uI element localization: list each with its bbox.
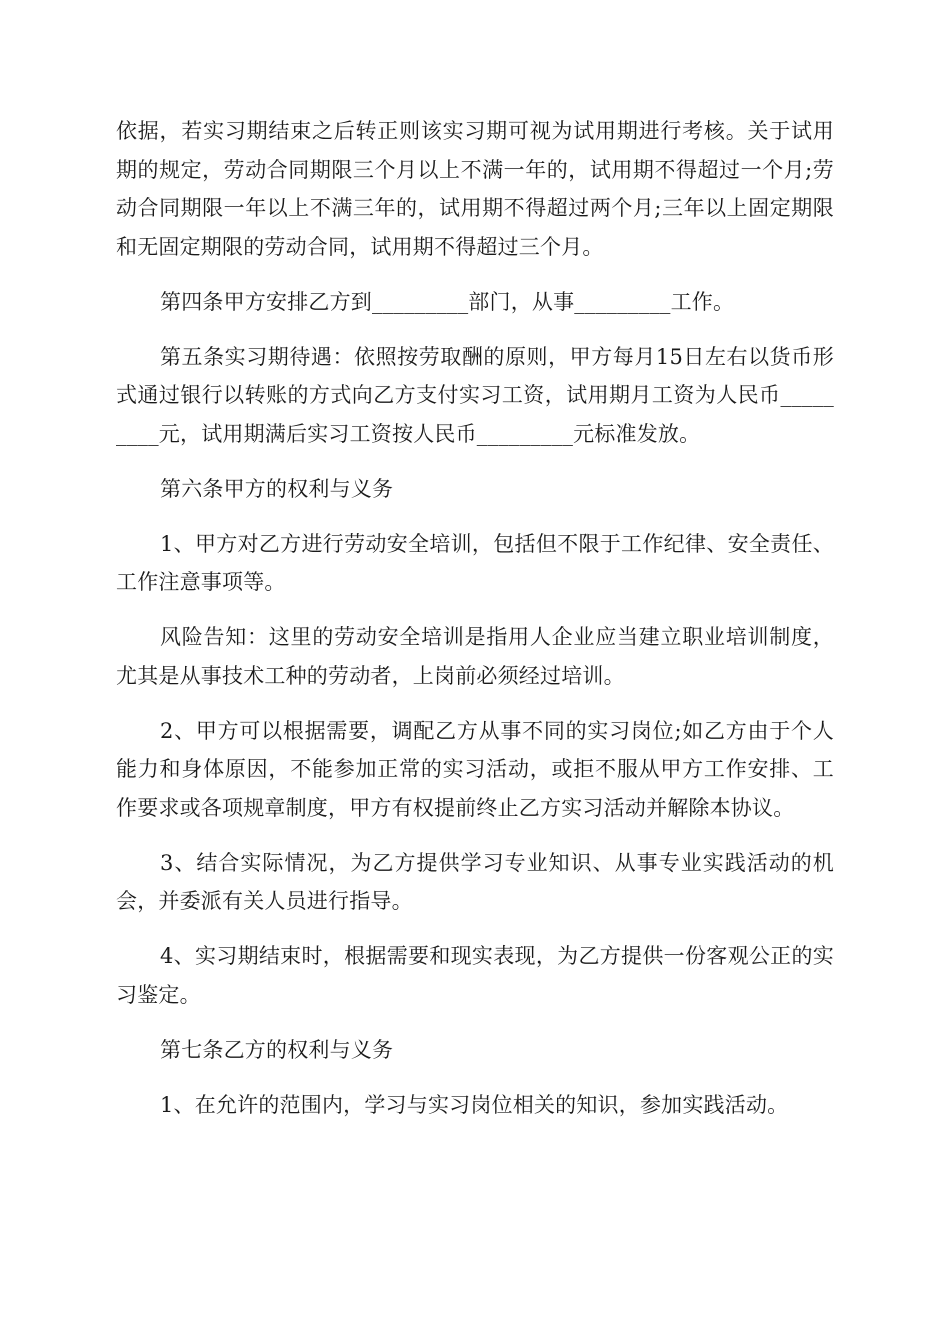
paragraph-article-6-item-1: 1、甲方对乙方进行劳动安全培训，包括但不限于工作纪律、安全责任、工作注意事项等。 bbox=[116, 531, 834, 594]
heading-article-6: 第六条甲方的权利与义务 bbox=[160, 476, 394, 501]
paragraph-gap bbox=[116, 266, 834, 283]
paragraph-gap bbox=[116, 1069, 834, 1086]
paragraph-gap bbox=[116, 508, 834, 525]
paragraph-gap bbox=[116, 921, 834, 938]
paragraph-gap bbox=[116, 453, 834, 470]
paragraph-risk-notice: 风险告知：这里的劳动安全培训是指用人企业应当建立职业培训制度，尤其是从事技术工种的劳动者，上岗前必须经过培训。 bbox=[116, 625, 834, 688]
paragraph-article-6-item-2: 2、甲方可以根据需要，调配乙方从事不同的实习岗位;如乙方由于个人能力和身体原因，不能参加正常的实习活动，或拒不服从甲方工作安排、工作要求或各项规章制度，甲方有权提前终止乙方实习活动并解除本协议。 bbox=[116, 718, 834, 820]
paragraph-probation-rules: 依据，若实习期结束之后转正则该实习期可视为试用期进行考核。关于试用期的规定，劳动合同期限三个月以上不满一年的，试用期不得超过一个月;劳动合同期限一年以上不满三年的，试用期不得超过两个月;三年以上固定期限和无固定期限的劳动合同，试用期不得超过三个月。 bbox=[116, 119, 834, 259]
paragraph-gap bbox=[116, 695, 834, 712]
paragraph-article-4: 第四条甲方安排乙方到_________部门，从事_________工作。 bbox=[160, 289, 735, 314]
document-body bbox=[116, 112, 834, 1124]
paragraph-gap bbox=[116, 602, 834, 619]
paragraph-article-6-item-3: 3、结合实际情况，为乙方提供学习专业知识、从事专业实践活动的机会，并委派有关人员进行指导。 bbox=[116, 850, 834, 913]
paragraph-article-5: 第五条实习期待遇：依照按劳取酬的原则，甲方每月15日左右以货币形式通过银行以转账的方式向乙方支付实习工资，试用期月工资为人民币_________元，试用期满后实习工资按人民币_________元标准发放。 bbox=[116, 344, 834, 446]
heading-article-7: 第七条乙方的权利与义务 bbox=[160, 1037, 394, 1062]
paragraph-gap bbox=[116, 321, 834, 338]
paragraph-gap bbox=[116, 1014, 834, 1031]
paragraph-gap bbox=[116, 827, 834, 844]
paragraph-article-7-item-1: 1、在允许的范围内，学习与实习岗位相关的知识，参加实践活动。 bbox=[160, 1092, 789, 1117]
paragraph-article-6-item-4: 4、实习期结束时，根据需要和现实表现，为乙方提供一份客观公正的实习鉴定。 bbox=[116, 944, 834, 1007]
